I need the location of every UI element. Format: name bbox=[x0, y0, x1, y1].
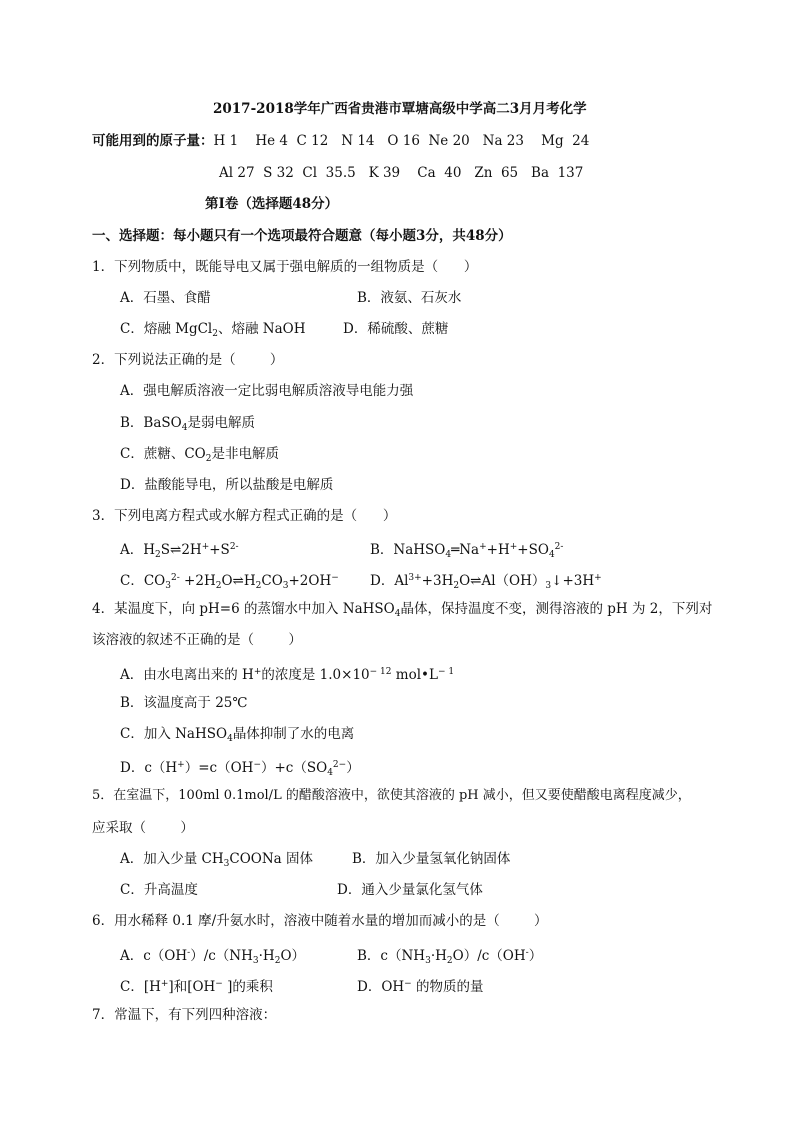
question-1-stem: 1．下列物质中，既能导电又属于强电解质的一组物质是（ ） bbox=[92, 259, 478, 275]
question-6-stem: 6．用水稀释 0.1 摩/升氨水时，溶液中随着水量的增加而减小的是（ ） bbox=[92, 913, 548, 929]
page-title: 2017-2018学年广西省贵港市覃塘高级中学高二3月月考化学 bbox=[213, 101, 587, 117]
question-2-option-c: C．蔗糖、$CO_2$是非电解质 bbox=[120, 446, 279, 464]
question-3-option-a: A．$H_2S\rightleftharpoons 2H^++S^{2-}$ bbox=[120, 542, 239, 560]
question-4-option-a: A．由水电离出来的 H+的浓度是 $1.0\times 10^{- 12}$ $mol•L^{- 1}$ bbox=[120, 667, 455, 683]
question-1-option-c: C．熔融 MgCl$_2$、熔融 NaOH bbox=[120, 321, 306, 339]
question-6-option-b: B．$c(NH_3\cdot H_2O)/c(OH^-)$ bbox=[357, 948, 543, 966]
question-3-option-d: D．$Al^{3+}+3H_2O\rightleftharpoons Al(OH)_3↓+3H^+$ bbox=[370, 573, 602, 591]
question-3-stem: 3．下列电离方程式或水解方程式正确的是（ ） bbox=[92, 508, 397, 524]
atomic-masses-label: 可能用到的原子量： bbox=[92, 133, 214, 149]
question-6-option-a: A．$c(OH^-)/c(NH_3\cdot H_2O)$ bbox=[120, 948, 306, 966]
question-4-option-c: C．加入 NaHSO$_4$晶体抑制了水的电离 bbox=[120, 726, 355, 744]
question-5-option-c: C．升高温度 bbox=[120, 882, 198, 898]
question-5-stem-line1: 5．在室温下，100ml 0.1mol/L 的醋酸溶液中，欲使其溶液的 pH 减小，但又要使醋酸电离程度减少， bbox=[92, 788, 691, 803]
atomic-masses-row1 bbox=[92, 132, 589, 150]
question-2-stem: 2．下列说法正确的是（ ） bbox=[92, 352, 284, 368]
question-5-stem-line2: 应采取（ ） bbox=[92, 820, 194, 836]
question-2-option-d: D．盐酸能导电，所以盐酸是电解质 bbox=[120, 477, 334, 493]
question-7-stem: 7．常温下，有下列四种溶液： bbox=[92, 1007, 277, 1023]
atomic-masses-values-1: H 1 He 4 C 12 N 14 O 16 Ne 20 Na 23 Mg 24 bbox=[213, 133, 590, 149]
question-5-option-d: D．通入少量氯化氢气体 bbox=[337, 882, 483, 898]
equilibrium-arrow-icon: ⇌ bbox=[232, 573, 244, 589]
question-1-option-a: A．石墨、食醋 bbox=[120, 290, 211, 306]
question-5-option-b: B．加入少量氢氧化钠固体 bbox=[352, 851, 511, 867]
equilibrium-arrow-icon: ⇌ bbox=[170, 542, 182, 558]
question-3-option-c: C．$CO_3^{2-}$ $+2H_2O\rightleftharpoons H_2CO_3+2OH^-$ bbox=[120, 573, 339, 591]
question-5-option-a: A．加入少量 $CH_3COONa$ 固体 bbox=[120, 851, 314, 869]
atomic-masses-values-2: Al 27 S 32 Cl 35.5 K 39 Ca 40 Zn 65 Ba 137 bbox=[219, 165, 584, 181]
question-1-option-d: D．稀硫酸、蔗糖 bbox=[343, 321, 449, 337]
question-4-option-d: D．$c(H^+)=c(OH^-)+c(SO_4^{2-})$ bbox=[120, 760, 360, 778]
question-4-option-b: B．该温度高于 25℃ bbox=[120, 695, 248, 711]
section-header: 第Ⅰ卷（选择题48分） bbox=[205, 196, 339, 212]
question-4-stem-line2: 该溶液的叙述不正确的是（ ） bbox=[92, 632, 302, 648]
question-6-option-c: C．[H+]和[OH− ]的乘积 bbox=[120, 979, 273, 995]
question-2-option-b: B．BaSO$_4$是弱电解质 bbox=[120, 415, 255, 433]
question-2-option-a: A．强电解质溶液一定比弱电解质溶液导电能力强 bbox=[120, 383, 414, 399]
question-1-option-b: B．液氨、石灰水 bbox=[357, 290, 462, 306]
question-4-stem-line1: 4．某温度下，向 pH=6 的蒸馏水中加入 NaHSO$_4$晶体，保持温度不变，测得溶液的 pH 为 2，下列对 bbox=[92, 601, 713, 619]
equilibrium-arrow-icon: ⇌ bbox=[470, 573, 482, 589]
question-3-option-b: B．$NaHSO_4═Na^++H^++SO_4^{2-}$ bbox=[370, 542, 564, 560]
question-6-option-d: D．OH− 的物质的量 bbox=[357, 979, 484, 995]
part-header: 一、选择题：每小题只有一个选项最符合题意（每小题3分，共48分） bbox=[92, 228, 512, 244]
